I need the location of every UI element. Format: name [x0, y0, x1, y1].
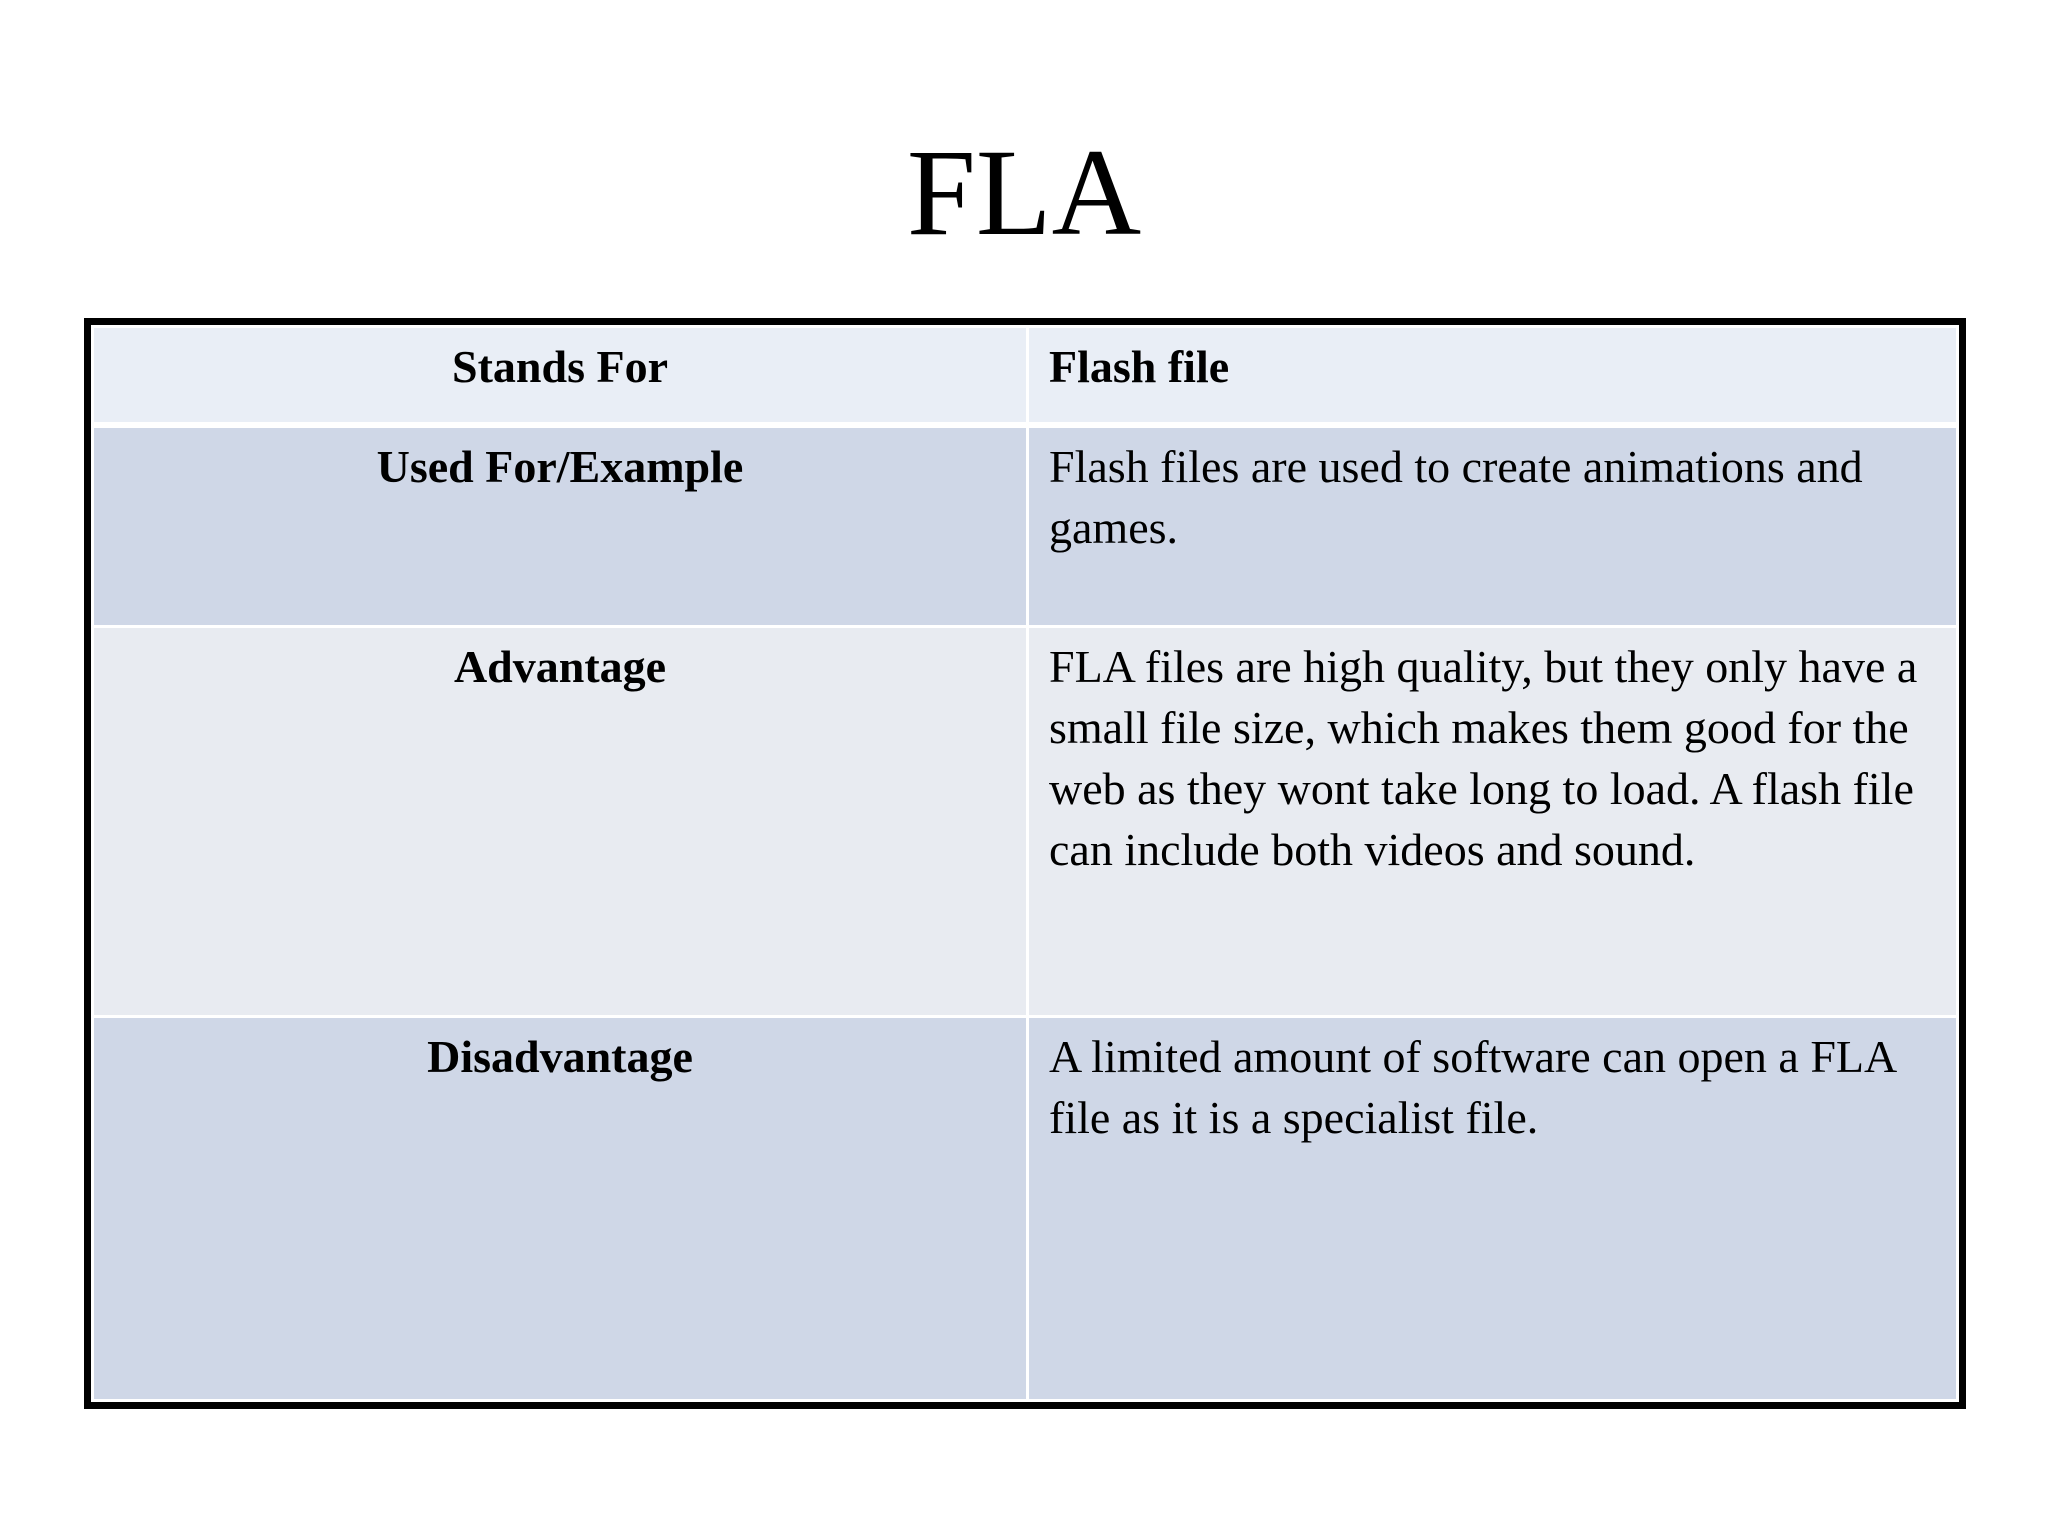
table-row-stands-for [93, 327, 1958, 425]
table-row-used-for [93, 425, 1958, 627]
info-table [84, 318, 1966, 1409]
row-label-stands-for: Stands For [93, 327, 1028, 425]
info-table-grid [91, 325, 1959, 1402]
table-row-advantage [93, 627, 1958, 1017]
row-value-stands-for: Flash file [1028, 327, 1958, 425]
slide-title: FLA [906, 124, 1142, 261]
row-value-advantage: FLA files are high quality, but they only have a small file size, which makes them good for the web as they wont take long to load. A flash file can include both videos and sound. [1028, 627, 1958, 1017]
row-label-used-for: Used For/Example [93, 425, 1028, 627]
row-value-disadvantage: A limited amount of software can open a FLA file as it is a specialist file. [1028, 1017, 1958, 1401]
row-label-advantage: Advantage [93, 627, 1028, 1017]
row-value-used-for: Flash files are used to create animations and games. [1028, 425, 1958, 627]
row-label-disadvantage: Disadvantage [93, 1017, 1028, 1401]
table-row-disadvantage [93, 1017, 1958, 1401]
